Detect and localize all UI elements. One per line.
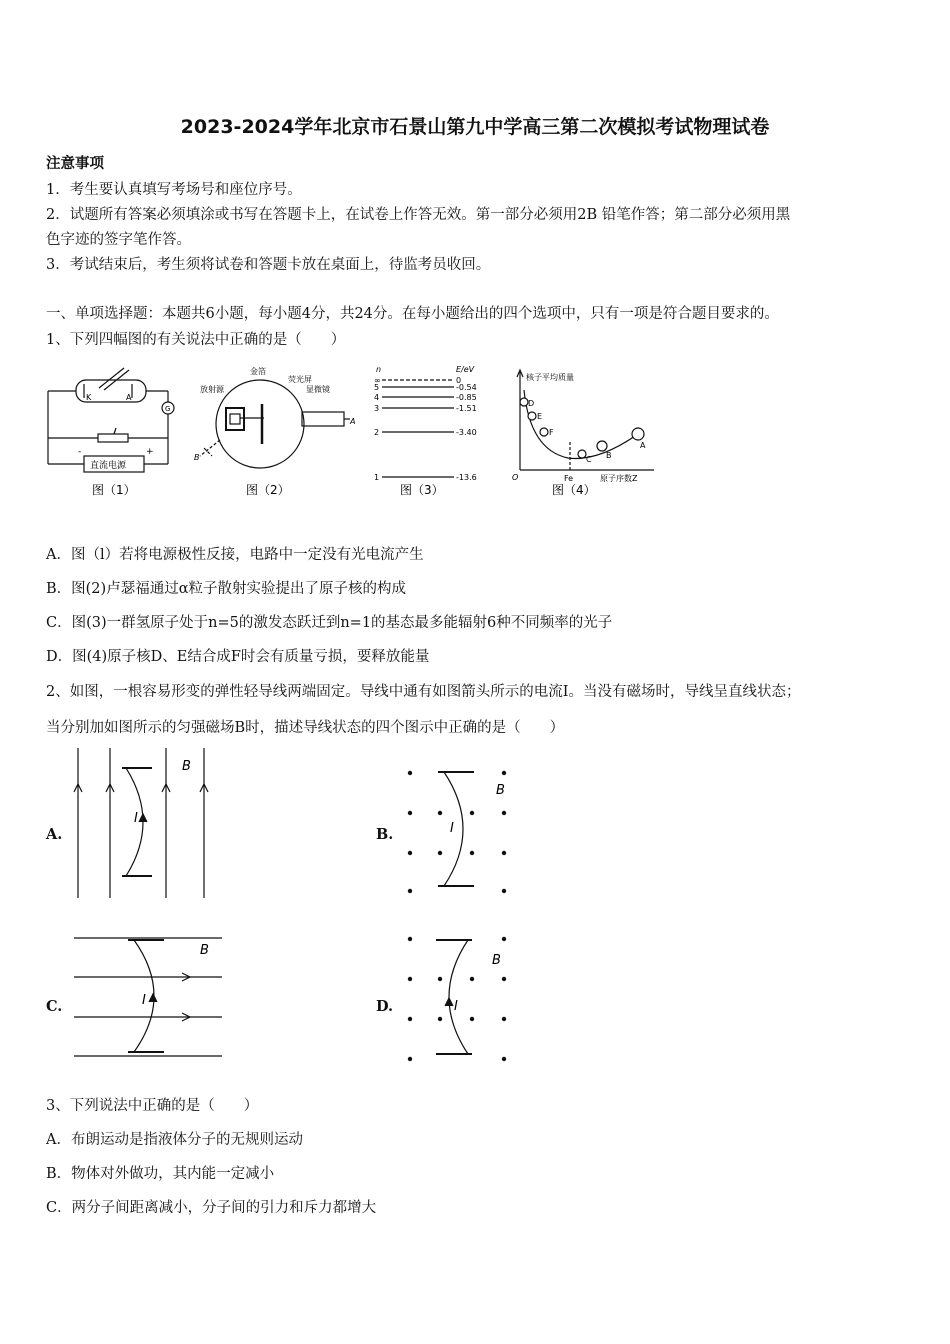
label-b: B (194, 453, 200, 462)
label-foil: 金箔 (250, 367, 266, 376)
x-axis-label: 原子序数Z (600, 474, 638, 483)
level-n: ∞ (374, 376, 381, 385)
label-microscope: 显微镜 (306, 385, 330, 394)
q3-option-c: C．两分子间距离减小，分子间的引力和斥力都增大 (46, 1200, 377, 1216)
e-label: E/eV (456, 365, 475, 374)
n-label: n (376, 365, 382, 374)
label-minus: - (78, 447, 82, 457)
notice-item: 色字迹的签字笔作答。 (46, 232, 191, 248)
q1-option-b: B．图(2)卢瑟福通过α粒子散射实验提出了原子核的构成 (46, 581, 406, 597)
q1-option-a: A．图（l）若将电源极性反接，电路中一定没有光电流产生 (46, 547, 424, 563)
label-source: 放射源 (200, 385, 224, 394)
field-label: B (496, 783, 505, 798)
q2-option-label: B. (376, 826, 394, 843)
q1-option-d: D．图(4)原子核D、E结合成F时会有质量亏损，要释放能量 (46, 649, 430, 665)
level-n: 3 (374, 404, 380, 413)
level-n: 1 (374, 473, 380, 482)
page-title: 2023-2024学年北京市石景山第九中学高三第二次模拟考试物理试卷 (180, 116, 770, 138)
caption: 图（1） (92, 483, 136, 497)
level-e: -0.54 (456, 383, 477, 392)
level-e: -13.6 (456, 473, 477, 482)
q2-figure-a (70, 748, 220, 900)
point-label: B (606, 451, 612, 460)
point-label: D (528, 399, 535, 408)
label-a: A (350, 417, 356, 426)
point-label: C (586, 455, 592, 464)
level-e: -3.40 (456, 428, 477, 437)
label-plus: + (146, 447, 154, 457)
q2-stem-line2: 当分别加如图所示的匀强磁场B时，描述导线状态的四个图示中正确的是（ ） (46, 720, 565, 736)
q3-stem: 3、下列说法中正确的是（ ） (46, 1098, 259, 1114)
label-a: A (126, 393, 132, 402)
label-k: K (86, 393, 92, 402)
label-source: 直流电源 (90, 461, 127, 471)
q1-figure-4 (508, 360, 658, 500)
notice-item: 3．考试结束后，考生须将试卷和答题卡放在桌面上，待监考员收回。 (46, 257, 491, 273)
q1-figure-3 (368, 360, 498, 500)
notice-item: 1．考生要认真填写考场号和座位序号。 (46, 182, 302, 198)
caption: 图（2） (246, 483, 290, 497)
q3-option-b: B．物体对外做功，其内能一定减小 (46, 1166, 275, 1182)
q2-figure-b (400, 764, 520, 898)
level-e: -0.85 (456, 393, 477, 402)
label-g: G (165, 405, 171, 413)
point-label: A (640, 441, 646, 450)
q2-stem-line1: 2、如图，一根容易形变的弹性轻导线两端固定。导线中通有如图箭头所示的电流I。当没有磁场时，导线呈直线状态； (46, 684, 801, 700)
level-e: -1.51 (456, 404, 477, 413)
q3-option-a: A．布朗运动是指液体分子的无规则运动 (46, 1132, 303, 1148)
level-n: 5 (374, 383, 380, 392)
q1-option-c: C．图(3)一群氢原子处于n=5的激发态跃迁到n=1的基态最多能辐射6种不同频率的光子 (46, 615, 613, 631)
current-label: I (134, 811, 138, 826)
current-label: I (142, 993, 146, 1008)
origin-label: O (512, 473, 519, 482)
current-label: I (454, 999, 458, 1014)
point-label: E (537, 412, 543, 421)
section-heading: 一、单项选择题：本题共6小题，每小题4分，共24分。在每小题给出的四个选项中，只有一项是符合题目要求的。 (46, 306, 779, 322)
field-label: B (182, 759, 191, 774)
level-e: 0 (456, 376, 462, 385)
level-n: 4 (374, 393, 380, 402)
fe-label: Fe (564, 474, 574, 483)
q1-figure-1 (44, 360, 184, 500)
field-label: B (200, 943, 209, 958)
q2-figure-d (400, 930, 520, 1064)
field-label: B (492, 953, 501, 968)
point-label: F (549, 428, 554, 437)
notice-item: 2．试题所有答案必须填涂或书写在答题卡上，在试卷上作答无效。第一部分必须用2B 铅笔作答；第二部分必须用黑 (46, 207, 791, 223)
q2-figure-c (70, 930, 226, 1062)
label-screen: 荧光屏 (288, 375, 312, 384)
notice-heading: 注意事项 (46, 155, 104, 172)
q2-option-label: A. (46, 826, 63, 843)
y-axis-label: 核子平均质量 (526, 373, 574, 382)
caption: 图（3） (400, 483, 444, 497)
current-label: I (450, 821, 454, 836)
caption: 图（4） (552, 483, 596, 497)
q1-figure-2 (190, 360, 360, 500)
level-n: 2 (374, 428, 380, 437)
q1-stem: 1、下列四幅图的有关说法中正确的是（ ） (46, 332, 346, 348)
q2-option-label: C. (46, 998, 63, 1015)
q2-option-label: D. (376, 998, 394, 1015)
